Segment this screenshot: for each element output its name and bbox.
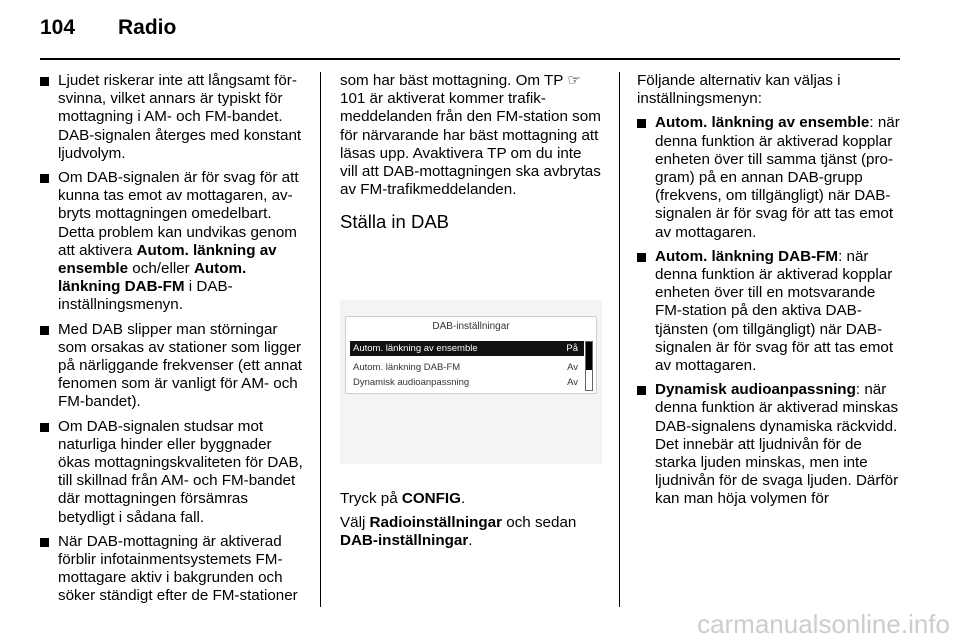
screen-row-value: På (566, 343, 578, 354)
column-1 (40, 72, 306, 612)
screen-row-value: Av (567, 362, 578, 373)
screen-title: DAB-inställningar (432, 321, 510, 332)
screen-scrollbar-thumb (586, 342, 592, 370)
list-item-text: Med DAB slipper man störningar som orsakas av stationer som ligger på närliggande frekvenser (ett annat fenomen som är vanligt för AM- och FM-bandet). (58, 320, 303, 411)
bullet-list (40, 72, 306, 606)
page-number: 104 (40, 16, 76, 39)
list-item-text: och/eller (128, 260, 194, 278)
screen-scrollbar (585, 341, 593, 391)
list-item (40, 321, 306, 412)
column-2 (340, 72, 602, 232)
instruction-text: . (468, 532, 473, 550)
column-divider-1 (320, 72, 321, 607)
instruction-bold: Radioinställningar (369, 514, 503, 532)
instruction-bold: CONFIG (401, 490, 461, 507)
instruction-text: . (460, 490, 466, 507)
list-item-text: Om DAB-signalen studsar mot naturliga hinder eller byggnader ökas mottagningskvaliteten för DAB, till skillnad från AM- och FM-bandet där mottagningen försämras betydligt i sådana fall. (58, 417, 303, 526)
instruction-text: Tryck på (340, 490, 402, 507)
list-item-text: Om DAB-signalen är för svag för att kunna tas emot av mottagaren, avbryts mottagningen omedelbart. Detta problem kan undvikas genom att aktivera (58, 169, 299, 259)
screen-menu-panel (345, 316, 597, 394)
column-divider-2 (619, 72, 620, 607)
header-rule (40, 58, 900, 60)
instruction-bold: DAB-inställningar (340, 532, 469, 550)
instruction-text: Välj (340, 514, 370, 532)
paragraph-text: 101 är aktiverat kommer trafikmeddelanden från den FM-station som för närvarande har bäst mottagning att läsas upp. Avaktivera TP om du inte vill att DAB-mottagningen ska avbrytas av FM-trafikmeddelanden. (340, 90, 601, 199)
instruction-text: och sedan (502, 514, 577, 532)
instruction-step (340, 490, 602, 508)
reference-arrow-icon: ☞ (567, 72, 581, 89)
option-description: : när denna funktion är aktiverad kopplar enheten över till en motsvarande FM-station på den aktiva DAB-tjänsten (om tillgängligt) när DAB-signalen är för svag för att tas emot av mottagaren. (655, 247, 894, 375)
screen-row (350, 375, 584, 390)
screen-row (350, 360, 584, 375)
column-2-instructions (340, 490, 602, 557)
options-list (637, 114, 903, 508)
list-item-text: Ljudet riskerar inte att långsamt försvinna, vilket annars är typiskt för mottagning i AM- och FM-bandet. DAB-signalen återges med konstant ljudvolym. (58, 72, 302, 162)
section-title: Radio (118, 16, 177, 39)
screen-row-selected (350, 341, 584, 356)
option-name: Dynamisk audioanpassning (655, 381, 856, 399)
screen-row-label: Autom. länkning av ensemble (353, 343, 478, 354)
list-item (637, 248, 903, 375)
subsection-heading: Ställa in DAB (340, 211, 449, 233)
option-description: : när denna funktion är aktiverad minskas DAB-signalens dynamiska räckvidd. Det innebär att ljudnivån för de starka ljuden minskas, men inte ljudnivån för de svaga ljuden. Därför kan man höja volymen för (655, 381, 899, 508)
list-item (637, 114, 903, 241)
list-item (40, 169, 306, 315)
list-item-bold: Autom. länkning DAB-FM (58, 260, 247, 296)
list-item-text: i DAB-inställningsmenyn. (58, 278, 233, 314)
column-3 (637, 72, 903, 515)
intro-paragraph: Följande alternativ kan väljas i inställningsmenyn: (637, 72, 841, 108)
screen-row-label: Dynamisk audioanpassning (353, 377, 470, 388)
instruction-step (340, 514, 602, 550)
dab-settings-screen (340, 300, 602, 464)
list-item-text: När DAB-mottagning är aktiverad förblir infotainmentsystemets FM-mottagare aktiv i bakgrunden och söker ständigt efter de FM-stationer (58, 532, 298, 605)
option-description: : när denna funktion är aktiverad kopplar enheten över till samma tjänst (program) på en annan DAB-grupp (frekvens, om tillgängligt) när DAB-signalen är för svag för att tas emot av mottagaren. (655, 114, 900, 241)
continued-paragraph (340, 72, 602, 199)
list-item-bold: Autom. länkning av ensemble (58, 241, 277, 278)
screen-row-value: Av (567, 377, 578, 388)
option-name: Autom. länkning DAB-FM (655, 247, 839, 265)
option-name: Autom. länkning av ensemble (655, 114, 870, 132)
list-item (40, 533, 306, 606)
list-item (40, 72, 306, 163)
screen-row-label: Autom. länkning DAB-FM (353, 362, 461, 373)
watermark: carmanualsonline.info (697, 609, 950, 639)
list-item (637, 381, 903, 508)
paragraph-text: som har bäst mottagning. Om TP (340, 72, 568, 89)
list-item (40, 418, 306, 527)
